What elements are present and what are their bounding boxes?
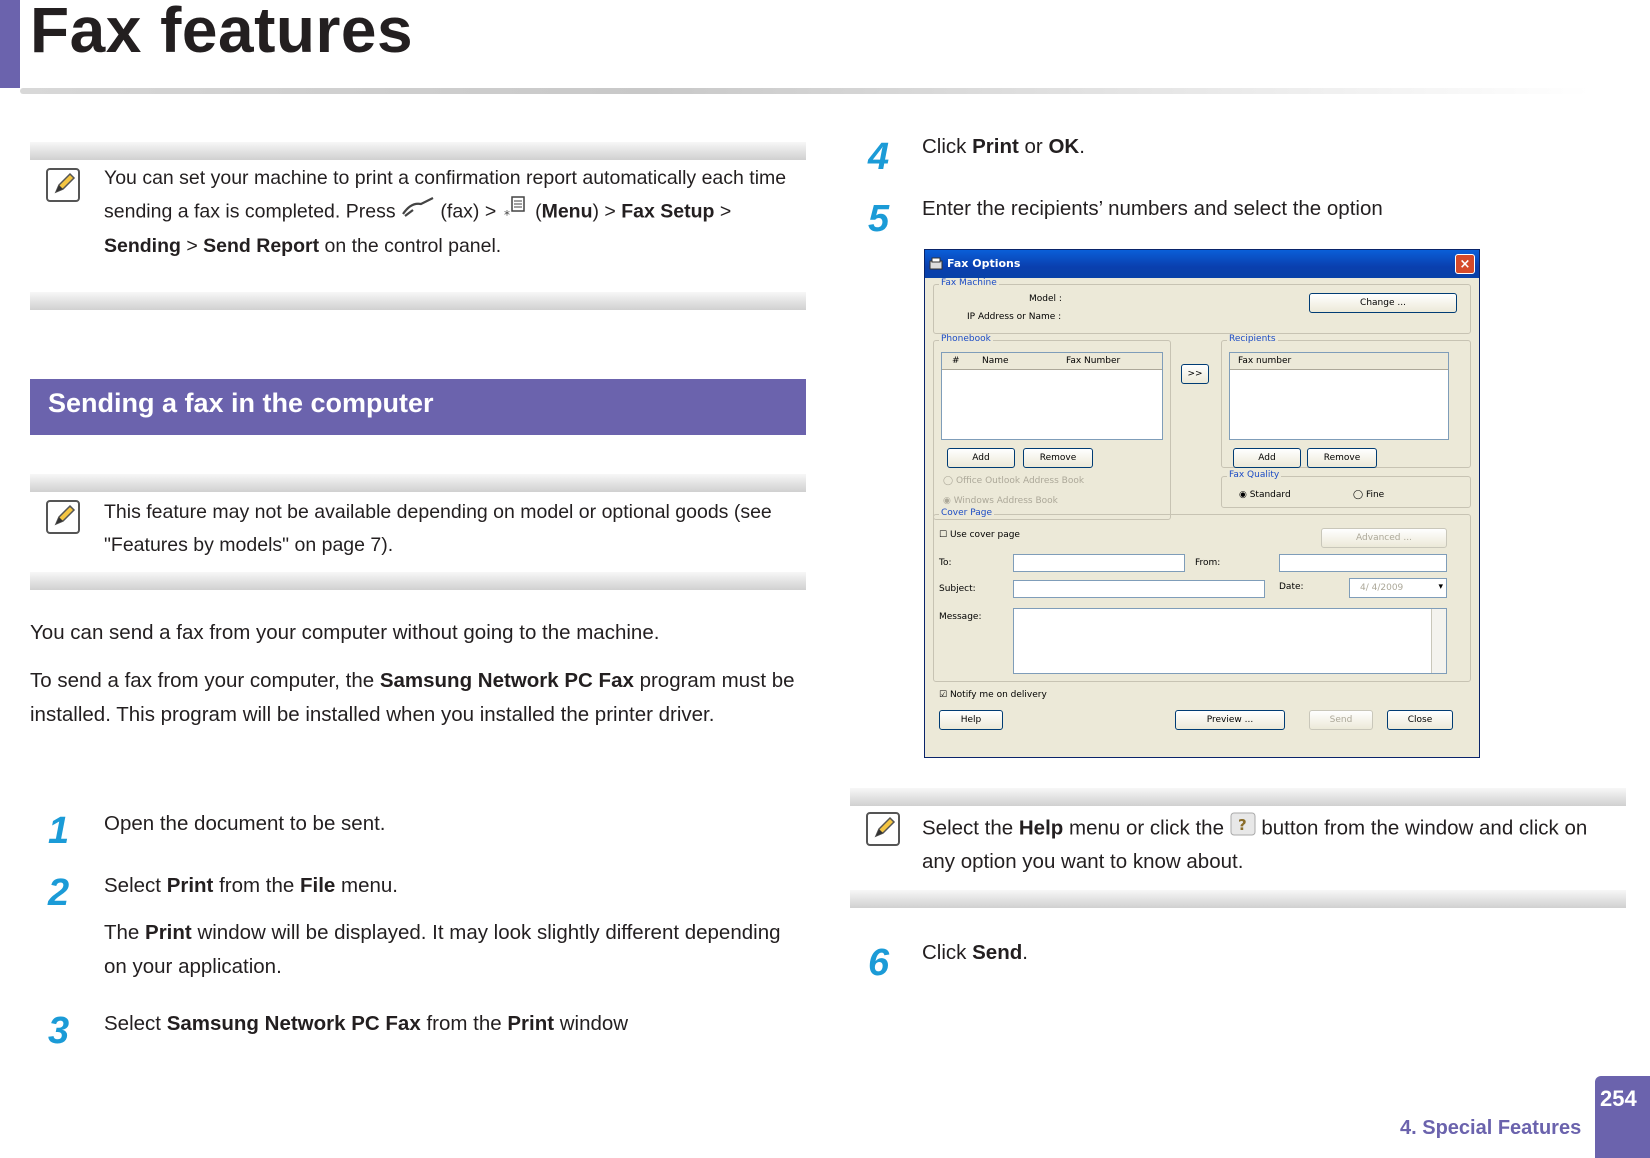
note2-band-top bbox=[30, 474, 806, 492]
header-accent-bar bbox=[0, 0, 20, 88]
svg-text:*: * bbox=[503, 208, 510, 219]
section-title: Sending a fax in the computer bbox=[48, 388, 434, 418]
date-label: Date: bbox=[1279, 582, 1304, 592]
step-5-number: 5 bbox=[868, 198, 890, 240]
fax-icon bbox=[401, 196, 435, 229]
svg-text:?: ? bbox=[1237, 816, 1247, 834]
message-scrollbar[interactable] bbox=[1431, 609, 1446, 673]
recipients-label: Recipients bbox=[1229, 334, 1276, 344]
chapter-label: 4. Special Features bbox=[1400, 1117, 1582, 1139]
recipients-list[interactable] bbox=[1229, 352, 1449, 440]
recipients-remove-button[interactable]: Remove bbox=[1307, 448, 1377, 468]
step-6-number: 6 bbox=[868, 942, 890, 984]
preview-button[interactable]: Preview ... bbox=[1175, 710, 1285, 730]
step-2-text: Select Print from the File menu. bbox=[104, 874, 399, 897]
phonebook-remove-button[interactable]: Remove bbox=[1023, 448, 1093, 468]
intro-paragraph-1: You can send a fax from your computer without going to the machine. bbox=[30, 621, 660, 644]
date-dropdown-icon[interactable]: ▾ bbox=[1438, 582, 1443, 592]
col-hash: # bbox=[952, 356, 960, 366]
phonebook-label: Phonebook bbox=[941, 334, 991, 344]
note2-band-bottom bbox=[30, 572, 806, 590]
transfer-button[interactable]: >> bbox=[1181, 364, 1209, 384]
cover-page-label: Cover Page bbox=[941, 508, 993, 518]
step-4-text: Click Print or OK. bbox=[922, 135, 1085, 158]
title-rule bbox=[20, 88, 1590, 94]
page-title: Fax features bbox=[30, 0, 414, 66]
from-label: From: bbox=[1195, 558, 1221, 568]
step-3-text: Select Samsung Network PC Fax from the Print window bbox=[104, 1012, 629, 1035]
notify-checkbox[interactable]: ☑ Notify me on delivery bbox=[939, 690, 1047, 700]
note3-band-bottom bbox=[850, 890, 1626, 908]
intro-paragraph-2: To send a fax from your computer, the Samsung Network PC Fax program must be installed. This program will be installed when you installed the printer driver. bbox=[30, 669, 795, 726]
subject-label: Subject: bbox=[939, 584, 976, 594]
note2-pencil-icon bbox=[46, 500, 80, 534]
close-icon[interactable]: × bbox=[1455, 254, 1475, 274]
col-fax-number: Fax Number bbox=[1066, 356, 1121, 366]
recipients-add-button[interactable]: Add bbox=[1233, 448, 1301, 468]
note-confirmation-report: You can set your machine to print a confirmation report automatically each time sending a fax is completed. Press (fax) > * (Menu) > Fax Setup > Sending > Send Report on the control panel. bbox=[104, 167, 787, 257]
step-2-subtext: The Print window will be displayed. It may look slightly different depending on your application. bbox=[104, 921, 781, 978]
note-band-bottom bbox=[30, 292, 806, 310]
change-button[interactable]: Change ... bbox=[1309, 293, 1457, 313]
note3-band-top bbox=[850, 788, 1626, 806]
close-button[interactable]: Close bbox=[1387, 710, 1453, 730]
to-input[interactable] bbox=[1013, 554, 1185, 572]
col-recipient-fax-number: Fax number bbox=[1238, 356, 1292, 366]
page-number-tab bbox=[1595, 1076, 1650, 1158]
standard-radio[interactable]: ◉ Standard bbox=[1239, 490, 1291, 500]
step-3-number: 3 bbox=[48, 1010, 70, 1052]
message-label: Message: bbox=[939, 612, 982, 622]
fax-machine-label: Fax Machine bbox=[941, 278, 997, 288]
send-button[interactable]: Send bbox=[1309, 710, 1373, 730]
col-name: Name bbox=[982, 356, 1009, 366]
model-label: Model : bbox=[1029, 294, 1062, 304]
dialog-titlebar bbox=[925, 250, 1479, 278]
phonebook-list-header bbox=[942, 353, 1162, 370]
fax-options-dialog bbox=[924, 249, 1480, 758]
note-band-top bbox=[30, 142, 806, 160]
step-1-number: 1 bbox=[48, 810, 70, 852]
phonebook-list[interactable] bbox=[941, 352, 1163, 440]
step-2-number: 2 bbox=[48, 872, 70, 914]
advanced-button[interactable]: Advanced ... bbox=[1321, 528, 1447, 548]
from-input[interactable] bbox=[1279, 554, 1447, 572]
use-cover-checkbox[interactable]: ☐ Use cover page bbox=[939, 530, 1020, 540]
phonebook-add-button[interactable]: Add bbox=[947, 448, 1015, 468]
ip-label: IP Address or Name : bbox=[967, 312, 1062, 322]
outlook-radio[interactable]: ◯ Office Outlook Address Book bbox=[943, 476, 1085, 486]
fax-app-icon bbox=[929, 257, 943, 271]
recipients-list-header bbox=[1230, 353, 1448, 370]
step-5-text: Enter the recipients’ numbers and select the option bbox=[922, 197, 1383, 220]
step-1-text: Open the document to be sent. bbox=[104, 812, 386, 835]
page-number: 254 bbox=[1600, 1086, 1637, 1111]
note-availability: This feature may not be available depending on model or optional goods (see "Features by models" on page 7). bbox=[104, 501, 772, 556]
fax-quality-label: Fax Quality bbox=[1229, 470, 1280, 480]
fine-radio[interactable]: ◯ Fine bbox=[1353, 490, 1385, 500]
message-textarea[interactable] bbox=[1013, 608, 1447, 674]
date-picker[interactable] bbox=[1349, 578, 1447, 598]
menu-icon bbox=[502, 195, 530, 230]
note-help: Select the Help menu or click the ? button from the window and click on any option you want to know about. bbox=[922, 812, 1626, 878]
help-icon bbox=[1230, 812, 1256, 846]
section-header bbox=[30, 379, 806, 435]
to-label: To: bbox=[939, 558, 952, 568]
dialog-title: Fax Options bbox=[947, 257, 1021, 270]
step-4-number: 4 bbox=[868, 136, 890, 178]
windows-radio[interactable]: ◉ Windows Address Book bbox=[943, 496, 1058, 506]
date-value: 4/ 4/2009 bbox=[1360, 583, 1404, 593]
note-pencil-icon bbox=[46, 168, 80, 202]
step-6-text: Click Send. bbox=[922, 941, 1028, 964]
help-button[interactable]: Help bbox=[939, 710, 1003, 730]
note3-pencil-icon bbox=[866, 812, 900, 846]
subject-input[interactable] bbox=[1013, 580, 1265, 598]
